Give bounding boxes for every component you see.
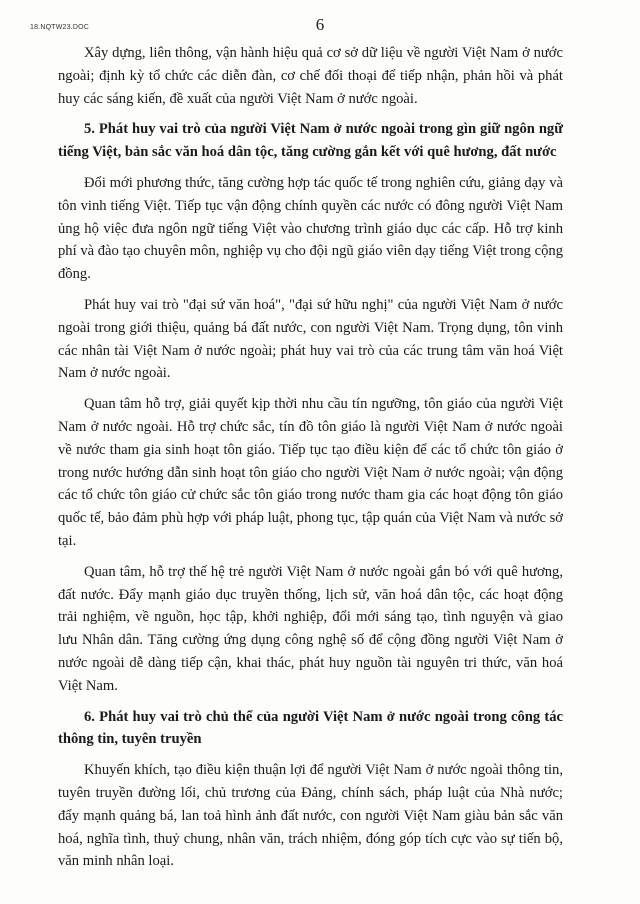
section-heading-5: 5. Phát huy vai trò của người Việt Nam ở nước ngoài trong gìn giữ ngôn ngữ tiếng Việt, bản sắc văn hoá dân tộc, tăng cường gắn kết với quê hương, đất nước	[58, 121, 563, 161]
document-body	[58, 42, 563, 873]
section-heading-6: 6. Phát huy vai trò chủ thể của người Việt Nam ở nước ngoài trong công tác thông tin, tuyên truyền	[58, 708, 563, 748]
paragraph-religion: Quan tâm hỗ trợ, giải quyết kịp thời nhu cầu tín ngưỡng, tôn giáo của người Việt Nam ở nước ngoài. Hỗ trợ chức sắc, tín đồ tôn giáo là người Việt Nam ở nước ngoài về nước tham gia sinh hoạt tôn giáo. Tiếp tục tạo điều kiện để các tổ chức tôn giáo ở trong nước hướng dẫn sinh hoạt tôn giáo cho người Việt Nam ở nước ngoài; vận động các tổ chức tôn giáo cử chức sắc tôn giáo trong nước tham gia các hoạt động tôn giáo quốc tế, bảo đảm phù hợp với pháp luật, phong tục, tập quán của Việt Nam và nước sở tại.	[58, 396, 563, 549]
paragraph-vietnamese-language: Đổi mới phương thức, tăng cường hợp tác quốc tế trong nghiên cứu, giảng dạy và tôn vinh tiếng Việt. Tiếp tục vận động chính quyền các nước có đông người Việt Nam ủng hộ việc đưa ngôn ngữ tiếng Việt vào chương trình giáo dục các cấp. Hỗ trợ kinh phí và đào tạo chuyên môn, nghiệp vụ cho đội ngũ giáo viên dạy tiếng Việt trong cộng đồng.	[58, 174, 563, 283]
paragraph-database: Xây dựng, liên thông, vận hành hiệu quả cơ sở dữ liệu về người Việt Nam ở nước ngoài; định kỳ tổ chức các diễn đàn, cơ chế đối thoại để tiếp nhận, phản hồi và phát huy các sáng kiến, đề xuất của người Việt Nam ở nước ngoài.	[58, 45, 563, 107]
paragraph-information-propaganda: Khuyến khích, tạo điều kiện thuận lợi để người Việt Nam ở nước ngoài thông tin, tuyên truyền đường lối, chủ trương của Đảng, chính sách, pháp luật của Nhà nước; đẩy mạnh quảng bá, lan toả hình ảnh đất nước, con người Việt Nam giàu bản sắc văn hoá, nghĩa tình, thuỷ chung, nhân văn, trách nhiệm, đóng góp tích cực vào sự tiến bộ, văn minh nhân loại.	[58, 762, 563, 870]
paragraph-cultural-ambassador: Phát huy vai trò "đại sứ văn hoá", "đại sứ hữu nghị" của người Việt Nam ở nước ngoài trong giới thiệu, quảng bá đất nước, con người Việt Nam. Trọng dụng, tôn vinh các nhân tài Việt Nam ở nước ngoài; phát huy vai trò của các trung tâm văn hoá Việt Nam ở nước ngoài.	[58, 296, 563, 382]
page-number: 6	[315, 15, 325, 34]
document-code: 18.NQTW23.DOC	[30, 24, 89, 31]
paragraph-young-generation: Quan tâm, hỗ trợ thế hệ trẻ người Việt Nam ở nước ngoài gắn bó với quê hương, đất nước. Đẩy mạnh giáo dục truyền thống, lịch sử, văn hoá dân tộc, các hoạt động trải nghiệm, về nguồn, học tập, khởi nghiệp, đổi mới sáng tạo, tình nguyện và giao lưu Nhân dân. Tăng cường ứng dụng công nghệ số để cộng đồng người Việt Nam ở nước ngoài dễ dàng tiếp cận, khai thác, phát huy nguồn tài nguyên tri thức, văn hoá Việt Nam.	[58, 563, 563, 694]
